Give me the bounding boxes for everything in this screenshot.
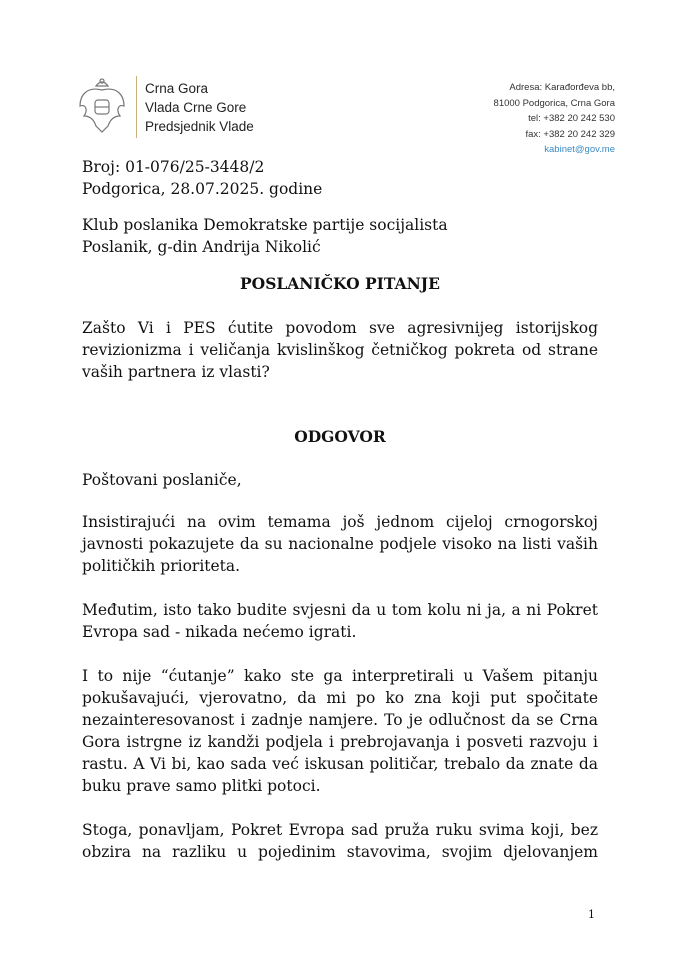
letterhead [76,76,254,138]
email-link[interactable]: kabinet@gov.me [544,144,615,155]
address-line: Adresa: Karađorđeva bb, [509,82,615,93]
reference-number: Broj: 01-076/25-3448/2 [82,158,265,176]
paragraph: Međutim, isto tako budite svjesni da u tom kolu ni ja, a ni Pokret Evropa sad - nikada nećemo igrati. [82,601,598,641]
fax: fax: +382 20 242 329 [525,128,615,140]
org-government: Vlada Crne Gore [145,99,247,115]
paragraph: I to nije “ćutanje” kako ste ga interpretirali u Vašem pitanju pokušavajući, vjerovatno, da mi po ko zna koji put spočitate nezainteresovanost i zadnje namjere. To je odlučnost da se Crna Gora istrgne iz kandži podjela i prebrojavanja i posveti razvoju i rastu. A Vi bi, kao sada već iskusan političar, trebalo da znate da buku prave samo plitki potoci. [82,667,598,795]
recipient-line: Klub poslanika Demokratske partije socijalista [82,216,448,234]
coat-of-arms-icon [76,76,128,138]
paragraph: Stoga, ponavljam, Pokret Evropa sad pruža ruku svima koji, bez obzira na razliku u pojedinim stavovima, svojim djelovanjem [82,821,598,861]
org-office: Predsjednik Vlade [145,118,254,134]
ref-block [82,156,598,200]
divider [136,76,137,138]
recipient-line: Poslanik, g-din Andrija Nikolić [82,238,321,256]
question-text: Zašto Vi i PES ćutite povodom sve agresivnijeg istorijskog revizionizma i veličanja kvislinškog četničkog pokreta od strane vaših partnera iz vlasti? [82,319,598,381]
recipient-block [82,214,598,258]
question-title: POSLANIČKO PITANJE [240,274,440,293]
salutation: Poštovani poslaniče, [82,471,242,489]
org-country: Crna Gora [145,80,209,96]
answer-title: ODGOVOR [294,427,386,446]
phone: tel: +382 20 242 530 [528,113,615,124]
address-line: 81000 Podgorica, Crna Gora [493,97,615,109]
page-number: 1 [588,908,595,921]
contact-block [494,80,615,158]
place-date: Podgorica, 28.07.2025. godine [82,180,323,198]
paragraph: Insistirajući na ovim temama još jednom cijeloj crnogorskoj javnosti pokazujete da su nacionalne podjele visoko na listi vaših političkih prioriteta. [82,513,598,575]
